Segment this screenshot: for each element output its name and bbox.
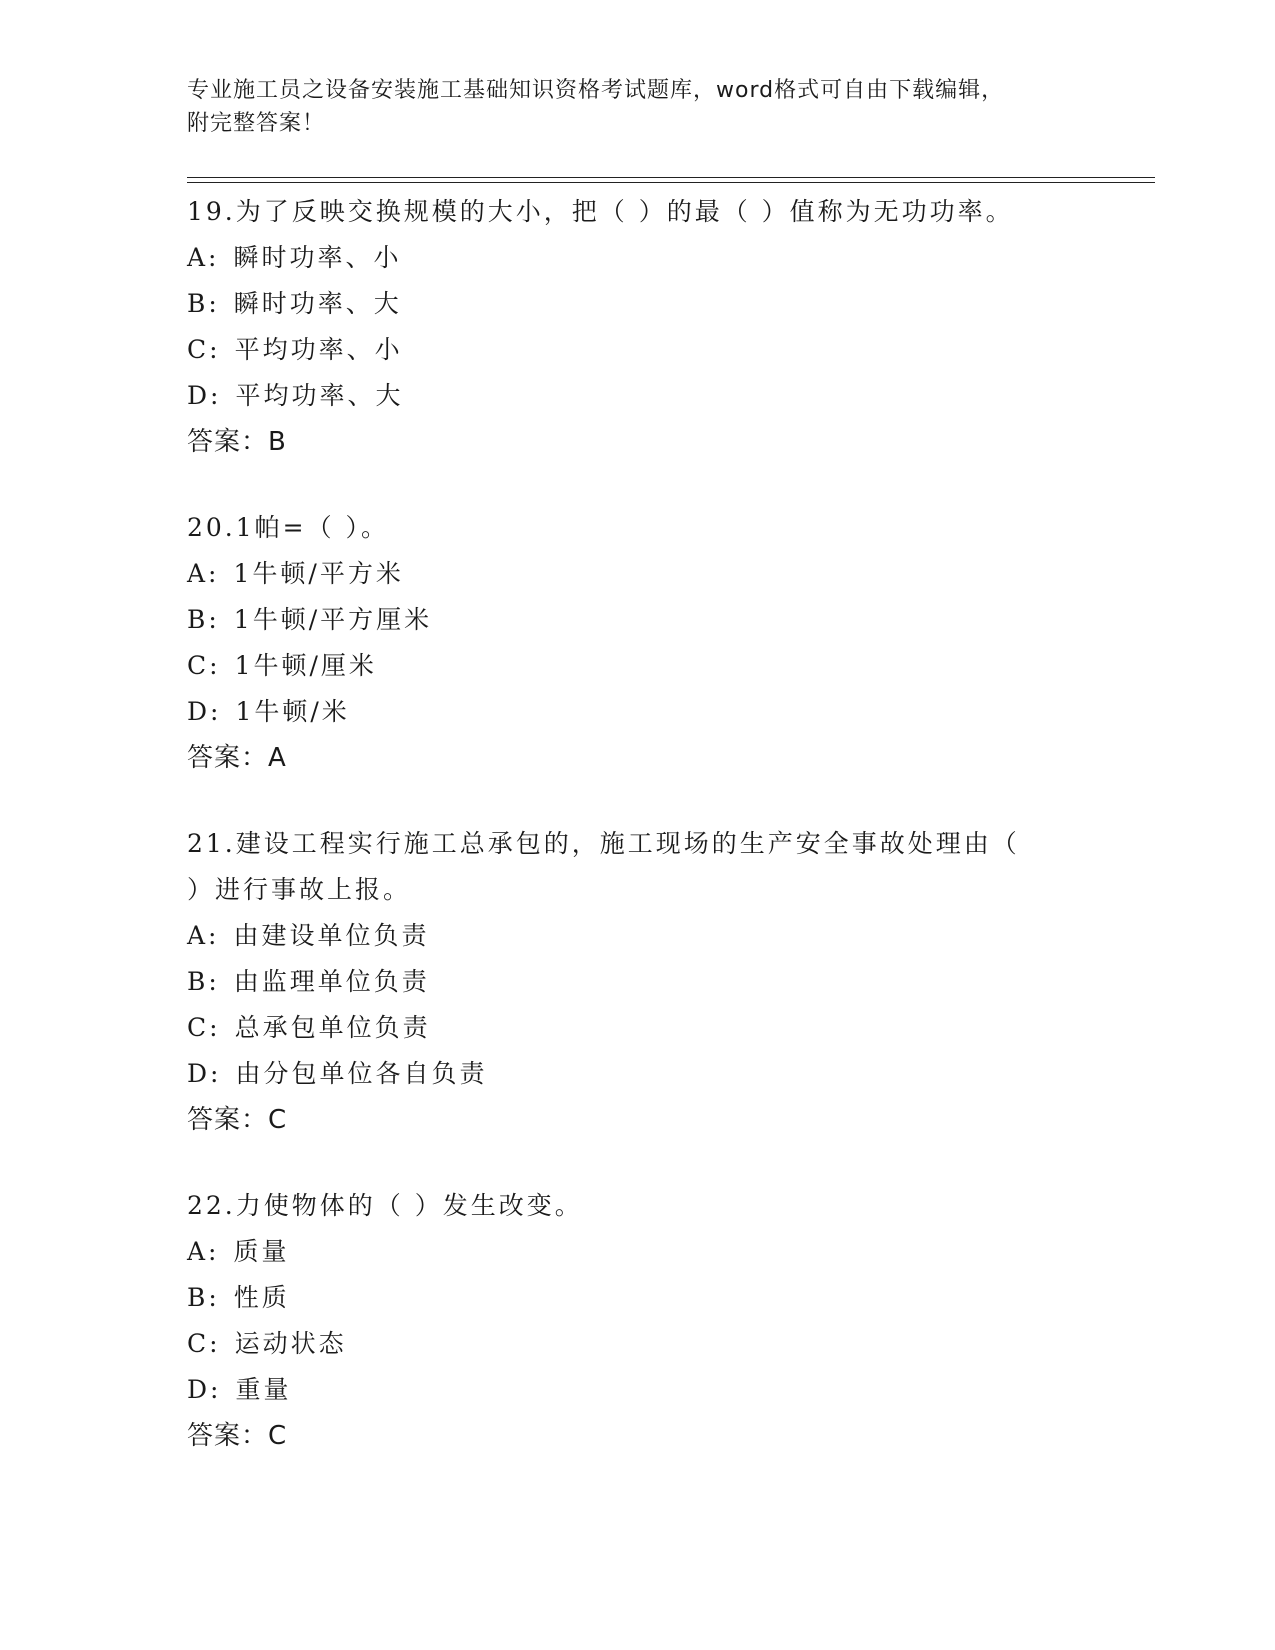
option-text: 1牛顿/平方厘米	[233, 605, 433, 634]
answer-option	[187, 689, 1087, 735]
answer-option	[187, 281, 1087, 327]
answer-option	[187, 235, 1087, 281]
option-text: 由建设单位负责	[233, 921, 430, 950]
option-letter: A:	[187, 559, 220, 588]
question-block	[187, 189, 1087, 465]
option-letter: B:	[187, 605, 220, 634]
answer-option	[187, 551, 1087, 597]
option-letter: A:	[187, 1237, 220, 1266]
header-line-2: 附完整答案！	[187, 111, 326, 136]
question-stem: 22.力使物体的（ ）发生改变。	[187, 1191, 583, 1220]
option-text: 瞬时功率、大	[233, 289, 402, 318]
answer-option	[187, 1229, 1087, 1275]
option-text: 运动状态	[234, 1329, 347, 1358]
option-letter: D:	[187, 697, 222, 726]
option-letter: B:	[187, 967, 220, 996]
option-letter: D:	[187, 381, 222, 410]
answer-option	[187, 1005, 1087, 1051]
answer-option	[187, 959, 1087, 1005]
question-block	[187, 505, 1087, 781]
question-list	[187, 189, 1087, 1499]
option-letter: A:	[187, 921, 220, 950]
question-stem: ）进行事故上报。	[187, 875, 412, 904]
option-letter: B:	[187, 1283, 220, 1312]
option-letter: C:	[187, 651, 221, 680]
option-text: 由监理单位负责	[233, 967, 430, 996]
correct-answer: 答案：C	[187, 1105, 288, 1135]
option-text: 平均功率、大	[235, 381, 404, 410]
question-block	[187, 821, 1087, 1143]
option-text: 瞬时功率、小	[233, 243, 402, 272]
answer-option	[187, 1367, 1087, 1413]
option-text: 1牛顿/厘米	[234, 651, 377, 680]
option-text: 重量	[235, 1375, 292, 1404]
option-letter: A:	[187, 243, 220, 272]
option-letter: B:	[187, 289, 220, 318]
answer-option	[187, 643, 1087, 689]
answer-option	[187, 1051, 1087, 1097]
correct-answer: 答案：A	[187, 743, 287, 773]
correct-answer: 答案：B	[187, 427, 287, 457]
option-text: 由分包单位各自负责	[235, 1059, 488, 1088]
answer-option	[187, 913, 1087, 959]
header-line-1: 专业施工员之设备安装施工基础知识资格考试题库，word格式可自由下载编辑，	[187, 78, 1005, 103]
question-block	[187, 1183, 1087, 1459]
option-text: 总承包单位负责	[234, 1013, 431, 1042]
option-text: 性质	[233, 1283, 290, 1312]
option-letter: D:	[187, 1059, 222, 1088]
answer-option	[187, 1275, 1087, 1321]
option-text: 质量	[233, 1237, 290, 1266]
answer-option	[187, 1321, 1087, 1367]
option-letter: C:	[187, 1329, 221, 1358]
header-divider-bottom	[187, 182, 1155, 183]
header-divider-top	[187, 177, 1155, 178]
correct-answer: 答案：C	[187, 1421, 288, 1451]
document-header	[187, 74, 1067, 140]
question-stem: 20.1帕=（ ）。	[187, 513, 390, 542]
option-letter: C:	[187, 335, 221, 364]
option-text: 1牛顿/平方米	[233, 559, 404, 588]
answer-option	[187, 327, 1087, 373]
answer-option	[187, 597, 1087, 643]
option-text: 平均功率、小	[234, 335, 403, 364]
question-stem: 21.建设工程实行施工总承包的，施工现场的生产安全事故处理由（	[187, 829, 1020, 858]
option-text: 1牛顿/米	[235, 697, 350, 726]
question-stem: 19.为了反映交换规模的大小，把（ ）的最（ ）值称为无功功率。	[187, 197, 1014, 226]
option-letter: D:	[187, 1375, 222, 1404]
option-letter: C:	[187, 1013, 221, 1042]
answer-option	[187, 373, 1087, 419]
